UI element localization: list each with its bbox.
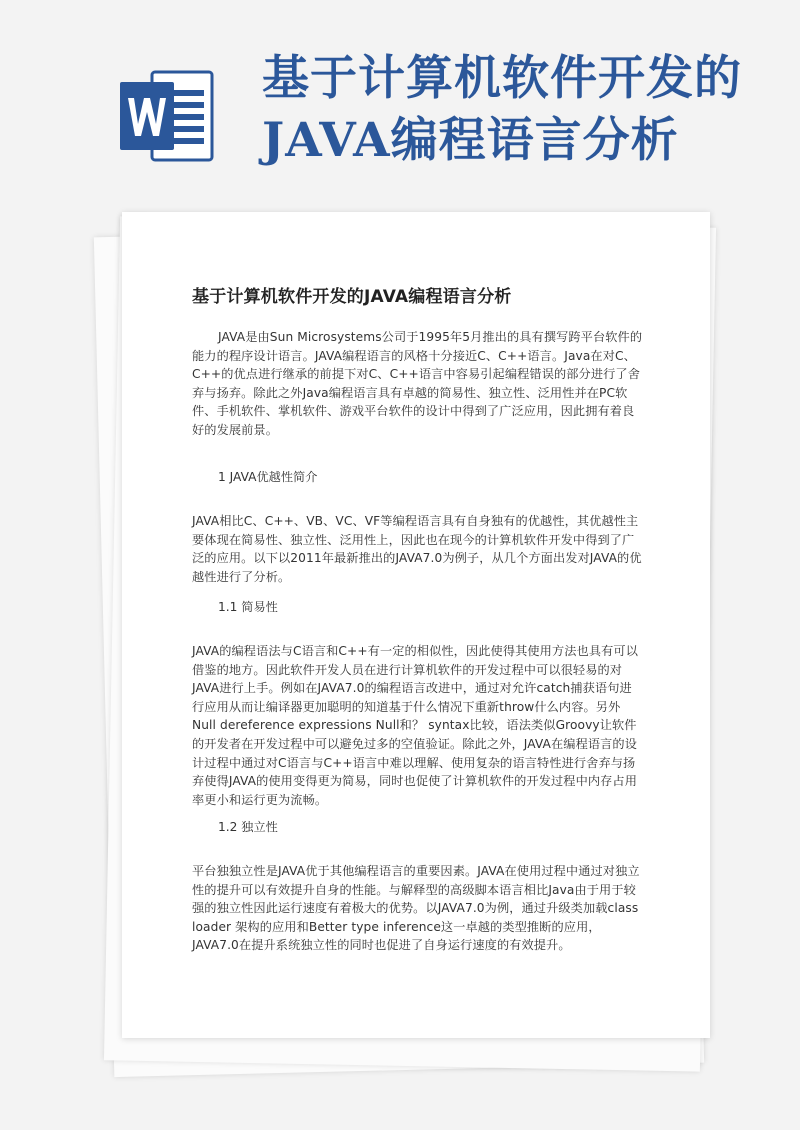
document-title: 基于计算机软件开发的JAVA编程语言分析 bbox=[192, 287, 512, 307]
banner-header bbox=[0, 0, 800, 210]
banner-title bbox=[262, 48, 782, 172]
section-1-heading: 1 JAVA优越性简介 bbox=[218, 470, 318, 484]
section-1-2-paragraph: 平台独独立性是JAVA优于其他编程语言的重要因素。JAVA在使用过程中通过对独立性的提升可以有效提升自身的性能。与解释型的高级脚本语言相比Java由于用于较强的独立性因此运行速度有着极大的优势。以JAVA7.0为例，通过升级类加载class loader 架构的应用和Better type inference这一卓越的类型推断的应用，JAVA7.0在提升系统独立性的同时也促进了自身运行速度的有效提升。 bbox=[192, 864, 640, 953]
banner-title-line2: JAVA编程语言分析 bbox=[262, 113, 679, 168]
intro-paragraph: JAVA是由Sun Microsystems公司于1995年5月推出的具有撰写跨平台软件的能力的程序设计语言。JAVA编程语言的风格十分接近C、C++语言。Java在对C、C++的优点进行继承的前提下对C、C++语言中容易引起编程错误的部分进行了舍弃与扬弃。除此之外Java编程语言具有卓越的简易性、独立性、泛用性并在PC软件、手机软件、掌机软件、游戏平台软件的设计中得到了广泛应用，因此拥有着良好的发展前景。 bbox=[192, 330, 643, 437]
section-1-1-paragraph: JAVA的编程语法与C语言和C++有一定的相似性，因此使得其使用方法也具有可以借鉴的地方。因此软件开发人员在进行计算机软件的开发过程中可以很轻易的对JAVA进行上手。例如在JAVA7.0的编程语言改进中，通过对允许catch捕获语句进行应用从而让编译器更加聪明的知道基于什么情况下重新throw什么内容。另外Null dereference expressions Null和？ syntax比较，语法类似Groovy让软件的开发者在开发过程中可以避免过多的空值验证。除此之外，JAVA在编程语言的设计过程中通过对C语言与C++语言中难以理解、使用复杂的语言特性进行舍弃与扬弃使得JAVA的使用变得更为简易，同时也促使了计算机软件的开发过程中内存占用率更小和运行更为流畅。 bbox=[192, 644, 638, 807]
banner-title-line1: 基于计算机软件开发的 bbox=[262, 51, 742, 106]
section-1-paragraph: JAVA相比C、C++、VB、VC、VF等编程语言具有自身独有的优越性，其优越性主要体现在简易性、独立性、泛用性上，因此也在现今的计算机软件开发中得到了广泛的应用。以下以2011年最新推出的JAVA7.0为例子，从几个方面出发对JAVA的优越性进行了分析。 bbox=[192, 514, 642, 584]
section-1-1-heading: 1.1 简易性 bbox=[218, 600, 278, 614]
word-document-icon bbox=[118, 66, 218, 166]
section-1-2-heading: 1.2 独立性 bbox=[218, 820, 278, 834]
document-page bbox=[122, 212, 710, 1038]
